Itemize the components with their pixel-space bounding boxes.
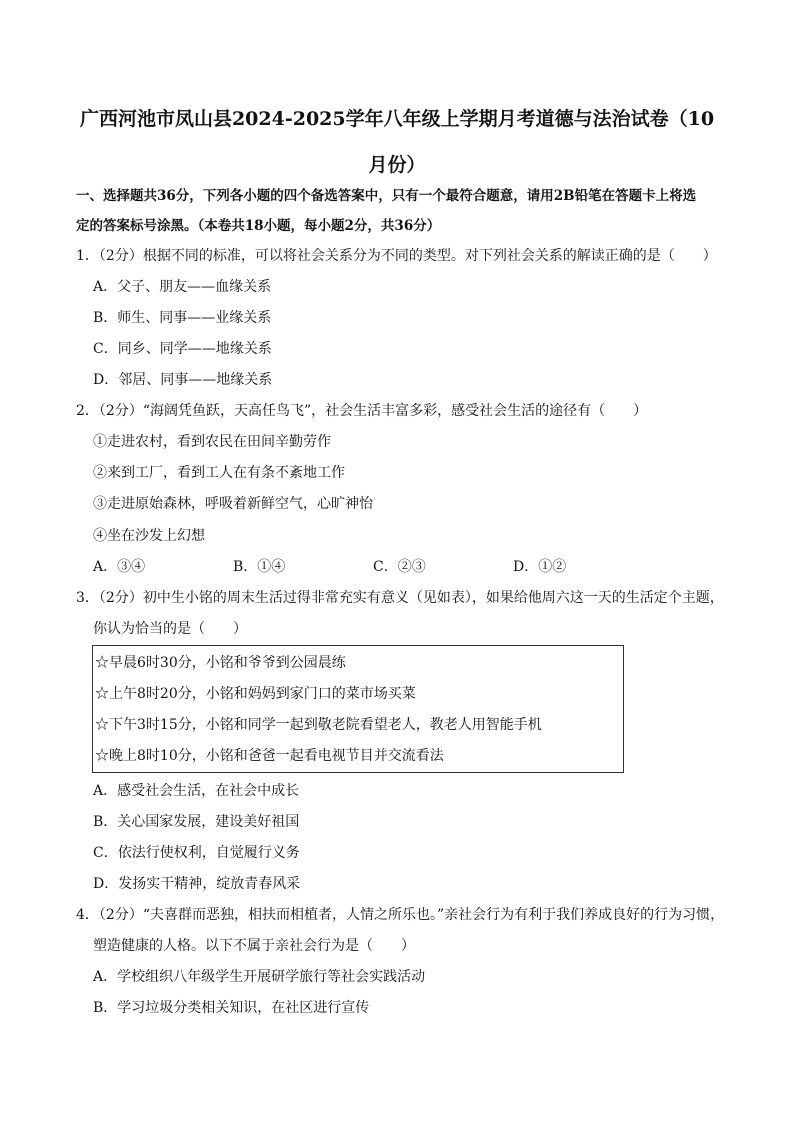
question-3-option-d: D．发扬实干精神，绽放青春风采 [93, 876, 301, 892]
title-line-1: 广西河池市凤山县2024-2025学年八年级上学期月考道德与法治试卷（10 [79, 108, 715, 130]
question-1-option-d: D．邻居、同事——地缘关系 [93, 372, 273, 388]
schedule-row-evening: ☆晚上8时10分，小铭和爸爸一起看电视节目并交流看法 [95, 748, 444, 764]
question-3-option-c: C．依法行使权利，自觉履行义务 [93, 845, 300, 861]
question-2-item-1: ①走进农村，看到农民在田间辛勤劳作 [93, 434, 331, 450]
question-3-option-a: A．感受社会生活，在社会中成长 [93, 783, 300, 799]
question-2-stem: 2．（2分）“海阔凭鱼跃，天高任鸟飞”，社会生活丰富多彩，感受社会生活的途径有（ ） [76, 403, 648, 419]
question-2-choice-d: D．①② [513, 559, 567, 575]
section-instructions-line-2: 定的答案标号涂黑。（本卷共18小题，每小题2分，共36分） [76, 218, 441, 234]
question-1-option-c: C．同乡、同学——地缘关系 [93, 341, 272, 357]
question-3-stem-line-1: 3．（2分）初中生小铭的周末生活过得非常充实有意义（见如表），如果给他周六这一天的生活定个主题， [76, 590, 724, 606]
question-2-item-3: ③走进原始森林，呼吸着新鲜空气，心旷神怡 [93, 496, 373, 512]
title-line-2: 月份） [368, 154, 426, 176]
question-4-option-a: A．学校组织八年级学生开展研学旅行等社会实践活动 [93, 969, 426, 985]
question-2-item-2: ②来到工厂，看到工人在有条不紊地工作 [93, 465, 345, 481]
schedule-row-forenoon: ☆上午8时20分，小铭和妈妈到家门口的菜市场买菜 [95, 686, 416, 702]
question-2-choice-b: B．①④ [233, 559, 286, 575]
question-3-schedule-table [92, 645, 624, 773]
question-1-stem: 1．（2分）根据不同的标准，可以将社会关系分为不同的类型。对下列社会关系的解读正确的是（ ） [76, 248, 717, 264]
schedule-row-morning: ☆早晨6时30分，小铭和爷爷到公园晨练 [95, 655, 346, 671]
question-2-choice-c: C．②③ [373, 559, 426, 575]
section-instructions-line-1: 一、选择题共36分，下列各小题的四个备选答案中，只有一个最符合题意，请用2B铅笔在答题卡上将选 [76, 188, 697, 204]
question-1-option-a: A．父子、朋友——血缘关系 [93, 279, 272, 295]
question-4-stem-line-2: 塑造健康的人格。以下不属于亲社会行为是（ ） [93, 938, 415, 954]
question-2-choices [93, 557, 653, 577]
question-1-option-b: B．师生、同事——业缘关系 [93, 310, 272, 326]
question-4-stem-line-1: 4．（2分）“夫喜群而恶独，相扶而相植者，人情之所乐也。”亲社会行为有利于我们养成良好的行为习惯， [76, 907, 725, 923]
schedule-row-afternoon: ☆下午3时15分，小铭和同学一起到敬老院看望老人，教老人用智能手机 [95, 717, 542, 733]
question-4-option-b: B．学习垃圾分类相关知识，在社区进行宣传 [93, 1000, 370, 1016]
question-2-item-4: ④坐在沙发上幻想 [93, 528, 205, 544]
exam-title [60, 96, 734, 188]
question-2-choice-a: A．③④ [93, 559, 146, 575]
question-3-stem-line-2: 你认为恰当的是（ ） [93, 621, 247, 637]
question-3-option-b: B．关心国家发展，建设美好祖国 [93, 814, 300, 830]
